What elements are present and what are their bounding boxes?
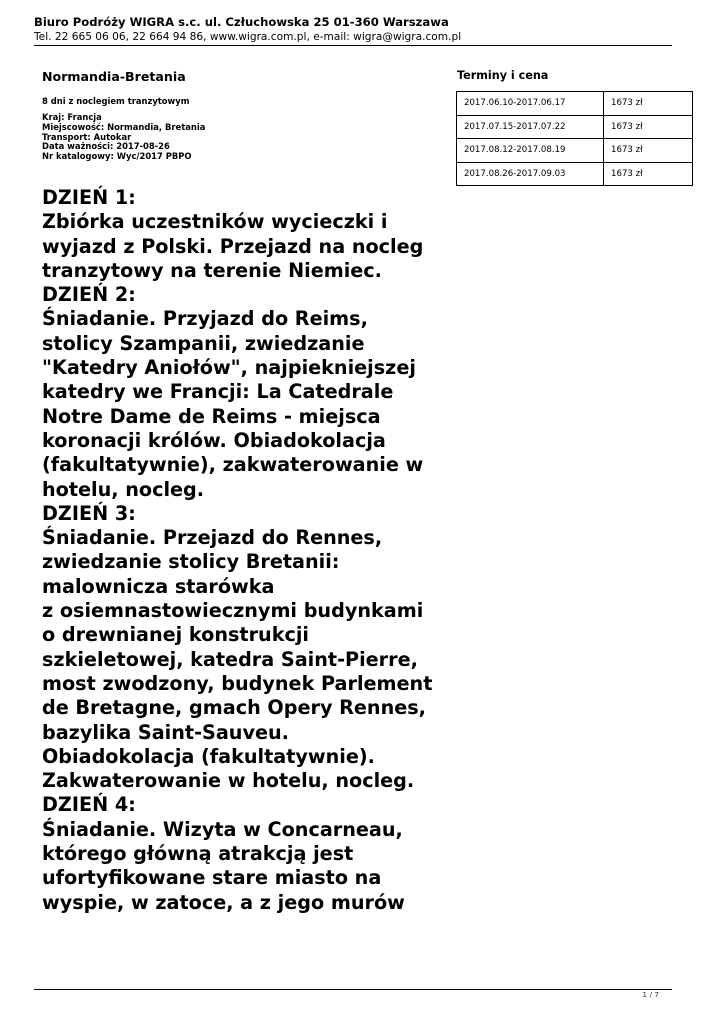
program-line: DZIEŃ 1: [42, 186, 136, 209]
detail-location: Miejscowość: Normandia, Bretania [42, 121, 206, 132]
program-line: Śniadanie. Wizyta w Concarneau, [42, 817, 403, 841]
program-line: Śniadanie. Przyjazd do Reims, [42, 307, 368, 331]
footer-divider [34, 989, 672, 990]
page-header [34, 15, 672, 44]
detail-validity-date: Data ważności: 2017-08-26 [42, 141, 170, 152]
program-line: Zakwaterowanie w hotelu, nocleg. [42, 769, 415, 793]
term-row [457, 139, 693, 163]
program-line: DZIEŃ 2: [42, 283, 136, 307]
term-dates: 2017.08.26-2017.09.03 [457, 162, 604, 186]
term-price: 1673 zł [604, 115, 693, 139]
program-line: bazylika Saint-Sauveu. [42, 720, 289, 744]
program-line: wyspie, w zatoce, a z jego murów [42, 890, 405, 914]
program-line: Notre Dame de Reims - miejsca [42, 404, 381, 428]
tour-program [42, 186, 446, 915]
program-line: z osiemnastowiecznymi budynkami [42, 599, 424, 623]
program-line: (fakultatywnie), zakwaterowanie w [42, 453, 424, 477]
program-line: most zwodzony, budynek Parlement [42, 671, 433, 695]
terms-table [456, 91, 693, 186]
program-line: stolicy Szampanii, zwiedzanie [42, 331, 365, 355]
term-price: 1673 zł [604, 162, 693, 186]
program-line: DZIEŃ 4: [42, 793, 136, 817]
program-line: koronacji królów. Obiadokolacja [42, 428, 386, 452]
program-line: szkieletowej, katedra Saint-Pierre, [42, 647, 418, 671]
program-line: DZIEŃ 3: [42, 501, 136, 525]
program-line: katedry we Francji: La Catedrale [42, 380, 394, 404]
detail-transport: Transport: Autokar [42, 131, 132, 142]
program-line: Obiadokolacja (fakultatywnie). [42, 744, 375, 768]
term-row [457, 162, 693, 186]
program-line: którego główną atrakcją jest [42, 842, 354, 866]
program-line: Śniadanie. Przejazd do Rennes, [42, 526, 383, 550]
term-row [457, 115, 693, 139]
term-price: 1673 zł [604, 139, 693, 163]
tour-details [42, 113, 205, 162]
term-price: 1673 zł [604, 92, 693, 116]
detail-catalog-number: Nr katalogowy: Wyc/2017 PBPO [42, 151, 192, 162]
program-line: malownicza starówka [42, 574, 275, 598]
agency-name-address: Biuro Podróży WIGRA s.c. ul. Człuchowska 25 01-360 Warszawa [34, 15, 449, 29]
program-line: "Katedry Aniołów", najpiekniejszej [42, 356, 416, 380]
program-line: hotelu, nocleg. [42, 477, 205, 501]
program-line: wyjazd z Polski. Przejazd na nocleg [42, 234, 424, 258]
header-divider [34, 45, 672, 46]
agency-contact: Tel. 22 665 06 06, 22 664 94 86, www.wigra.com.pl, e-mail: wigra@wigra.com.pl [34, 31, 462, 43]
term-dates: 2017.07.15-2017.07.22 [457, 115, 604, 139]
term-dates: 2017.08.12-2017.08.19 [457, 139, 604, 163]
program-line: de Bretagne, gmach Opery Rennes, [42, 696, 426, 720]
terms-title: Terminy i cena [457, 69, 549, 82]
page-number: 1 / 7 [642, 990, 659, 999]
term-row [457, 92, 693, 116]
program-line: o drewnianej konstrukcji [42, 623, 310, 647]
program-line: zwiedzanie stolicy Bretanii: [42, 550, 340, 574]
tour-title: Normandia-Bretania [42, 69, 186, 84]
program-line: tranzytowy na terenie Niemiec. [42, 258, 382, 282]
program-line: ufortyfikowane stare miasto na [42, 866, 382, 890]
tour-subtitle: 8 dni z noclegiem tranzytowym [42, 96, 190, 106]
program-line: Zbiórka uczestników wycieczki i [42, 210, 388, 234]
detail-country: Kraj: Francja [42, 112, 102, 122]
term-dates: 2017.06.10-2017.06.17 [457, 92, 604, 116]
